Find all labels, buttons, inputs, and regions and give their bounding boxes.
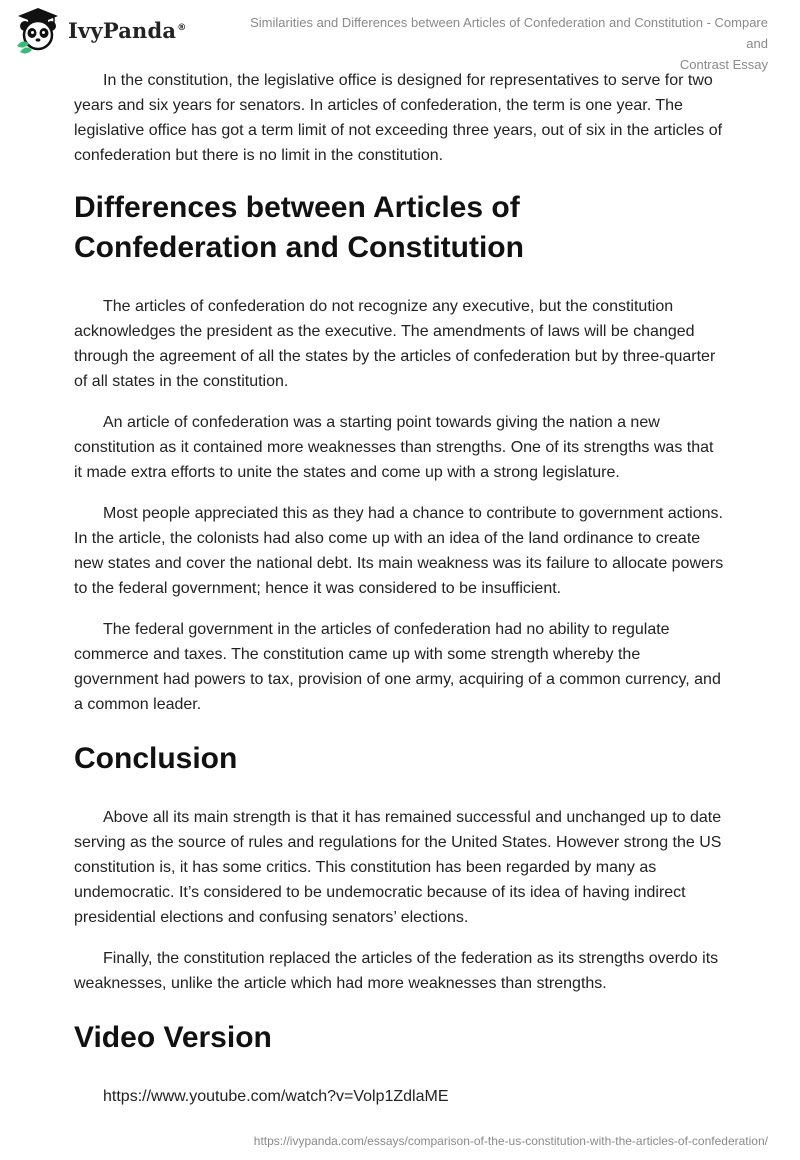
essay-content xyxy=(74,68,724,1109)
differences-paragraph-3: Most people appreciated this as they had a chance to contribute to government actions. In the article, the colonists had also come up with an idea of the land ordinance to create new states and cover the national debt. Its main weakness was its failure to allocate powers to the federal government; hence it was considered to be insufficient. xyxy=(74,505,724,597)
document-title-line-1: Similarities and Differences between Articles of Confederation and Constitution - Compare and xyxy=(250,15,768,51)
panda-graduate-icon xyxy=(14,6,62,54)
differences-paragraph-2: An article of confederation was a starting point towards giving the nation a new constitution as it contained more weaknesses than strengths. One of its strengths was that it made extra efforts to unite the states and come up with a strong legislature. xyxy=(74,414,714,481)
differences-paragraph-1: The articles of confederation do not recognize any executive, but the constitution acknowledges the president as the executive. The amendments of laws will be changed through the agreement of all the states by the articles of confederation but by three-quarter of all states in the constitution. xyxy=(74,298,716,390)
intro-paragraph: In the constitution, the legislative office is designed for representatives to serve for two years and six years for senators. In articles of confederation, the term is one year. The legislative office has got a term limit of not exceeding three years, out of six in the articles of confederation but there is no limit in the constitution. xyxy=(74,72,723,164)
logo-text: IvyPanda® xyxy=(68,17,187,43)
conclusion-heading: Conclusion xyxy=(74,742,238,775)
differences-heading: Differences between Articles of Confederation and Constitution xyxy=(74,191,524,264)
source-url[interactable]: https://ivypanda.com/essays/comparison-of-the-us-constitution-with-the-articles-of-confederation/ xyxy=(253,1134,768,1148)
conclusion-paragraph-1: Above all its main strength is that it has remained successful and unchanged up to date serving as the source of rules and regulations for the United States. However strong the US constitution is, it has some critics. This constitution has been regarded by many as undemocratic. It’s considered to be undemocratic because of its idea of having indirect presidential elections and confusing senators’ elections. xyxy=(74,809,722,926)
conclusion-paragraph-2: Finally, the constitution replaced the articles of the federation as its strengths overdo its weaknesses, unlike the article which had more weaknesses than strengths. xyxy=(74,950,719,992)
video-version-heading: Video Version xyxy=(74,1021,272,1054)
ivypanda-logo[interactable] xyxy=(14,8,186,52)
video-url-link[interactable]: https://www.youtube.com/watch?v=Volp1ZdlaME xyxy=(103,1088,449,1105)
document-title-line-2: Contrast Essay xyxy=(679,57,768,72)
document-title xyxy=(228,12,768,75)
differences-paragraph-4: The federal government in the articles of confederation had no ability to regulate commerce and taxes. The constitution came up with some strength whereby the government had powers to tax, provision of one army, acquiring of a common currency, and a common leader. xyxy=(74,621,721,713)
page-header xyxy=(0,0,800,72)
